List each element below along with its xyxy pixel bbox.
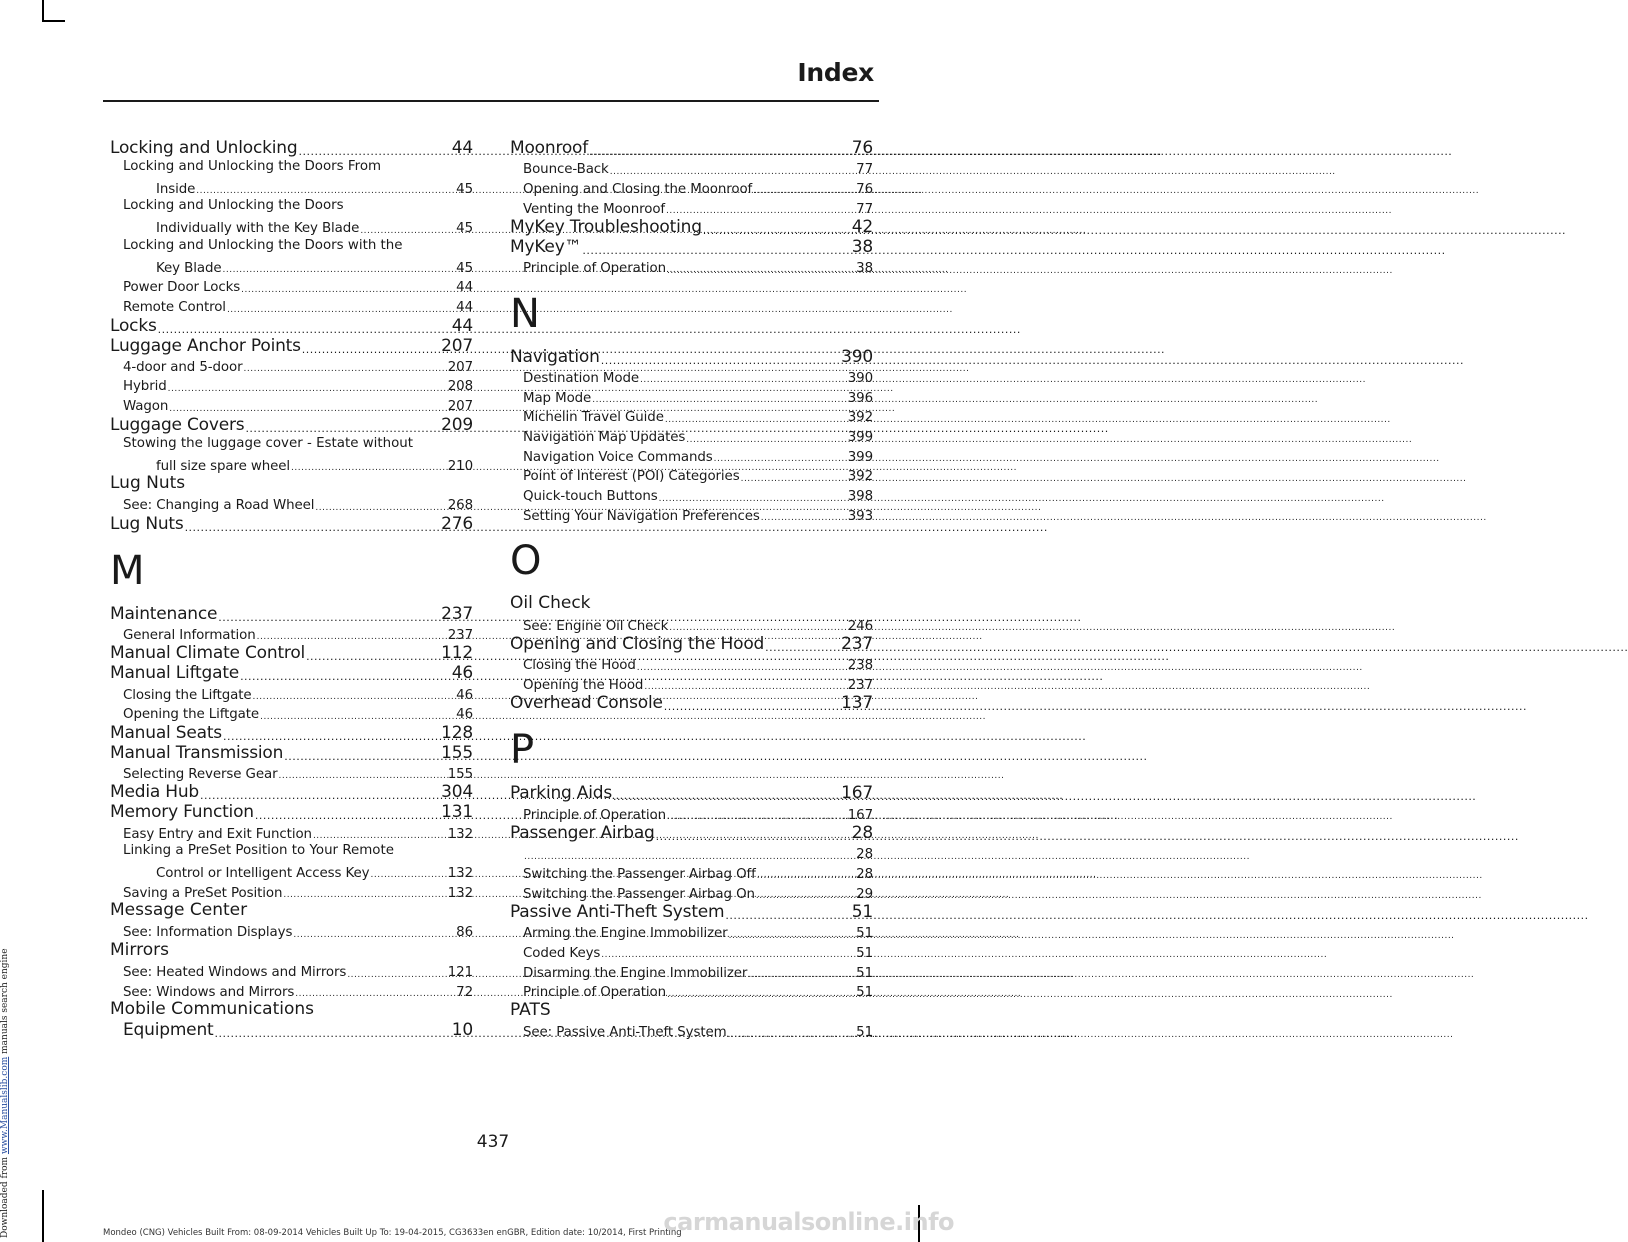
index-subentry[interactable]: Easy Entry and Exit Function ..... 132 (110, 821, 473, 841)
download-prefix: Downloaded from (0, 1154, 10, 1238)
index-subentry[interactable]: Bounce-Back ..... 77 (510, 157, 873, 177)
index-entry[interactable]: Moonroof ..... 76 (510, 137, 873, 157)
index-entry[interactable]: Opening and Closing the Hood ..... 237 (510, 633, 873, 653)
index-subentry[interactable]: Principle of Operation ..... 38 (510, 256, 873, 276)
index-subentry[interactable]: ..... 28 (510, 842, 873, 862)
index-subentry[interactable]: Linking a PreSet Position to Your Remote Control or Intelligent Access Key ..... 132 (110, 841, 473, 880)
index-subentry[interactable]: Principle of Operation ..... 51 (510, 980, 873, 1000)
crop-mark-top-left-h (42, 20, 65, 22)
index-entry[interactable]: Mobile Communications Equipment ..... 10 (110, 999, 473, 1039)
download-source-note (0, 948, 10, 1238)
index-subentry[interactable]: Destination Mode ..... 390 (510, 366, 873, 386)
header-divider (103, 100, 879, 102)
index-entry[interactable]: Maintenance ..... 237 (110, 603, 473, 623)
index-subentry[interactable]: See: Passive Anti-Theft System ..... 51 (510, 1020, 873, 1040)
index-entry[interactable]: Locking and Unlocking ..... 44 (110, 137, 473, 157)
index-entry[interactable]: Luggage Anchor Points ..... 207 (110, 335, 473, 355)
index-entry[interactable]: Manual Transmission ..... 155 (110, 742, 473, 762)
index-entry[interactable]: Lug Nuts ..... 276 (110, 513, 473, 533)
index-subentry[interactable]: See: Information Displays ..... 86 (110, 920, 473, 940)
index-subentry[interactable]: Coded Keys ..... 51 (510, 941, 873, 961)
index-subentry[interactable]: Opening the Hood ..... 237 (510, 673, 873, 693)
index-entry[interactable]: Manual Climate Control ..... 112 (110, 642, 473, 662)
index-subentry[interactable]: See: Windows and Mirrors ..... 72 (110, 980, 473, 1000)
index-entry[interactable]: Navigation ..... 390 (510, 346, 873, 366)
index-entry[interactable]: Memory Function ..... 131 (110, 801, 473, 821)
page-number: 437 (476, 1132, 510, 1152)
index-subentry[interactable]: Locking and Unlocking the Doors with the Key Blade ..... 45 (110, 236, 473, 275)
index-subentry[interactable]: Hybrid ..... 208 (110, 374, 473, 394)
index-subentry[interactable]: Disarming the Engine Immobilizer ..... 51 (510, 960, 873, 980)
index-column-right (510, 137, 873, 1040)
index-subentry[interactable]: Locking and Unlocking the Doors Individually with the Key Blade ..... 45 (110, 196, 473, 235)
index-subentry[interactable]: Point of Interest (POI) Categories ..... 392 (510, 464, 873, 484)
crop-mark-top-left-v (42, 0, 44, 22)
index-subentry[interactable]: Principle of Operation ..... 167 (510, 802, 873, 822)
index-column-left (110, 137, 473, 1039)
index-subentry[interactable]: Arming the Engine Immobilizer ..... 51 (510, 921, 873, 941)
index-entry[interactable]: Passive Anti-Theft System ..... 51 (510, 901, 873, 921)
watermark: carmanualsonline.info (663, 1208, 954, 1236)
section-letter-m: M (110, 547, 145, 594)
index-subentry[interactable]: Closing the Hood ..... 238 (510, 653, 873, 673)
index-subentry[interactable]: See: Engine Oil Check ..... 246 (510, 613, 873, 633)
index-subentry[interactable]: Map Mode ..... 396 (510, 385, 873, 405)
section-letter-o: O (510, 538, 542, 585)
index-entry[interactable]: Luggage Covers ..... 209 (110, 414, 473, 434)
index-subentry[interactable]: Navigation Map Updates ..... 399 (510, 425, 873, 445)
index-subentry[interactable]: Switching the Passenger Airbag Off ..... 28 (510, 862, 873, 882)
index-entry[interactable]: Oil Check (510, 593, 591, 614)
index-subentry[interactable]: Stowing the luggage cover - Estate without full size spare wheel ..... 210 (110, 434, 473, 473)
index-subentry[interactable]: 4-door and 5-door ..... 207 (110, 355, 473, 375)
section-letter-n: N (510, 290, 540, 337)
index-subentry[interactable]: Saving a PreSet Position ..... 132 (110, 880, 473, 900)
index-subentry[interactable]: Power Door Locks ..... 44 (110, 275, 473, 295)
index-subentry[interactable]: See: Changing a Road Wheel ..... 268 (110, 493, 473, 513)
index-subentry[interactable]: Wagon ..... 207 (110, 394, 473, 414)
index-entry[interactable]: PATS (510, 999, 551, 1020)
index-entry[interactable]: MyKey Troubleshooting ..... 42 (510, 216, 873, 236)
index-subentry[interactable]: Michelin Travel Guide ..... 392 (510, 405, 873, 425)
index-entry[interactable]: Passenger Airbag ..... 28 (510, 822, 873, 842)
index-entry[interactable]: Locks ..... 44 (110, 315, 473, 335)
index-entry[interactable]: Lug Nuts (110, 472, 186, 493)
download-suffix: manuals search engine (0, 948, 10, 1057)
index-entry[interactable]: Manual Liftgate ..... 46 (110, 662, 473, 682)
index-subentry[interactable]: Switching the Passenger Airbag On ..... 29 (510, 881, 873, 901)
index-entry[interactable]: Mirrors (110, 939, 169, 960)
index-subentry[interactable]: Quick-touch Buttons ..... 398 (510, 484, 873, 504)
index-entry[interactable]: MyKey™ ..... 38 (510, 236, 873, 256)
section-letter-p: P (510, 727, 535, 774)
page-title: Index (797, 58, 874, 87)
index-subentry[interactable]: Venting the Moonroof ..... 77 (510, 196, 873, 216)
index-subentry[interactable]: Opening the Liftgate ..... 46 (110, 702, 473, 722)
index-entry[interactable]: Message Center (110, 900, 248, 921)
index-subentry[interactable]: Opening and Closing the Moonroof ..... 76 (510, 177, 873, 197)
index-entry[interactable]: Media Hub ..... 304 (110, 781, 473, 801)
index-subentry[interactable]: Selecting Reverse Gear ..... 155 (110, 762, 473, 782)
index-subentry[interactable]: Remote Control ..... 44 (110, 295, 473, 315)
index-subentry[interactable]: Setting Your Navigation Preferences ..... 393 (510, 504, 873, 524)
index-subentry[interactable]: Navigation Voice Commands ..... 399 (510, 445, 873, 465)
index-subentry[interactable]: General Information ..... 237 (110, 623, 473, 643)
index-entry[interactable]: Overhead Console ..... 137 (510, 692, 873, 712)
index-subentry[interactable]: Closing the Liftgate ..... 46 (110, 682, 473, 702)
index-subentry[interactable]: Locking and Unlocking the Doors From Inside ..... 45 (110, 157, 473, 196)
crop-mark-bottom-left-v (42, 1190, 44, 1242)
index-entry[interactable]: Manual Seats ..... 128 (110, 722, 473, 742)
index-subentry[interactable]: See: Heated Windows and Mirrors ..... 121 (110, 960, 473, 980)
index-entry[interactable]: Parking Aids ..... 167 (510, 782, 873, 802)
download-link[interactable]: www.Manualslib.com (0, 1056, 10, 1155)
footer-text: Mondeo (CNG) Vehicles Built From: 08-09-2014 Vehicles Built Up To: 19-04-2015, CG3633en enGBR, Edition date: 10/2014, First Printing (103, 1228, 682, 1238)
